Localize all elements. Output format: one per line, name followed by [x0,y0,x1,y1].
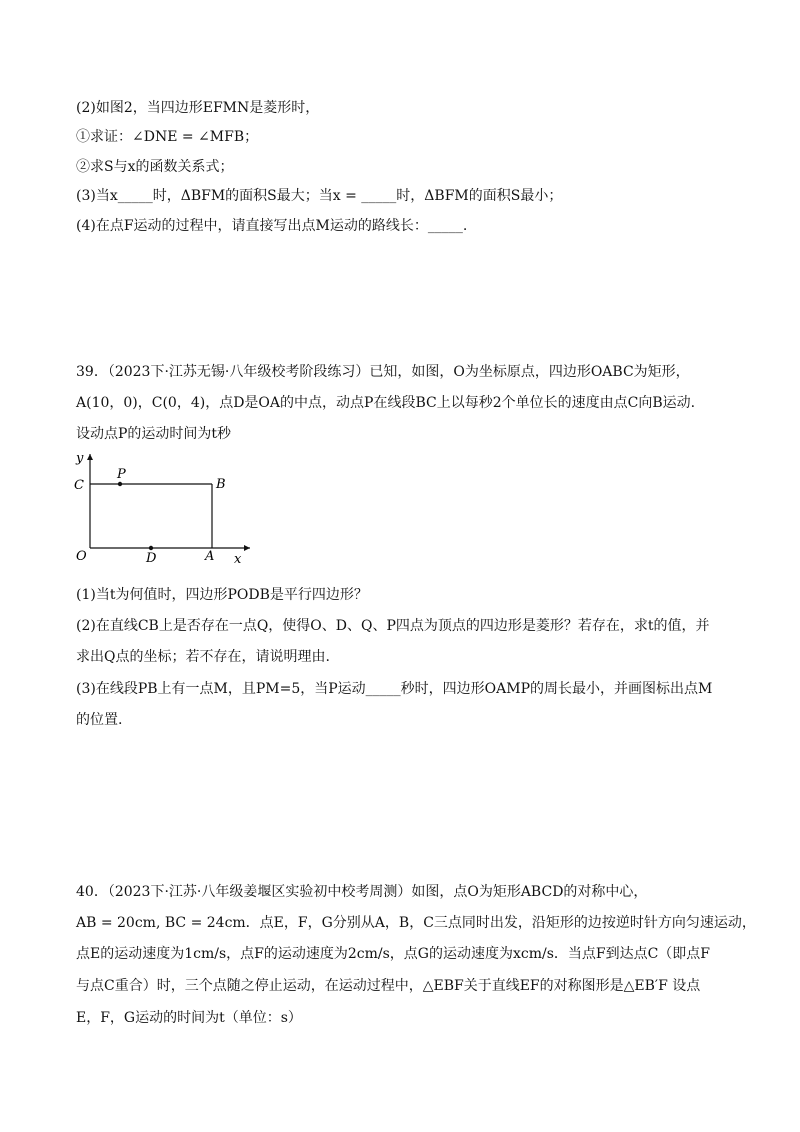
subquestion-2: (2)在直线CB上是否存在一点Q，使得O、D、Q、P四点为顶点的四边形是菱形？若存在，求t的值，并 [76,618,710,634]
text-line: ②求S与x的函数关系式； [76,159,234,175]
label-x: x [234,552,242,564]
label-c: C [74,478,84,493]
text-line: (4)在点F运动的过程中，请直接写出点M运动的路线长：_____. [76,218,468,234]
label-a: A [205,549,215,564]
problem-39-stem: 39．（2023下·江苏无锡·八年级校考阶段练习）已知，如图，O为坐标原点，四边形OABC为矩形， [76,364,690,380]
text-line: ①求证：∠DNE = ∠MFB； [76,129,259,145]
label-y: y [76,451,84,466]
y-axis-arrow [87,454,93,460]
text-line: A(10，0)，C(0，4)，点D是OA的中点，动点P在线段BC上以每秒2个单位长的速度由点C向B运动. [76,395,696,411]
text-line: (2)如图2，当四边形EFMN是菱形时， [76,100,320,116]
subquestion-1: (1)当t为何值时，四边形PODB是平行四边形？ [76,587,368,603]
x-axis-arrow [244,545,250,551]
text-line: 与点C重合）时，三个点随之停止运动，在运动过程中，△EBF关于直线EF的对称图形是△EB′F 设点 [76,978,701,994]
problem-40-stem: 40．（2023下·江苏·八年级姜堰区实验初中校考周测）如图，点O为矩形ABCD的对称中心， [76,884,648,900]
point-d [149,546,153,550]
text-line: (3)当x_____时，ΔBFM的面积S最大；当x = _____时，ΔBFM的面积S最小； [76,188,563,204]
text-line: 点E的运动速度为1cm/s，点F的运动速度为2cm/s，点G的运动速度为xcm/s．当点F到达点C（即点F [76,946,711,962]
label-b: B [216,477,226,492]
label-d: D [146,551,157,564]
coordinate-figure [68,448,258,564]
label-p: P [117,467,126,482]
label-o: O [76,549,87,564]
text-line: AB = 20cm, BC = 24cm．点E，F，G分别从A，B，C三点同时出发，沿矩形的边按逆时针方向匀速运动， [76,915,756,931]
text-line: E，F，G运动的时间为t（单位：s） [76,1010,302,1026]
text-line: 设动点P的运动时间为t秒 [76,426,232,442]
subquestion-3: (3)在线段PB上有一点M，且PM=5，当P运动_____秒时，四边形OAMP的周长最小，并画图标出点M [76,681,713,697]
point-p [118,482,122,486]
text-line: 的位置. [76,712,123,728]
text-line: 求出Q点的坐标；若不存在，请说明理由. [76,649,330,665]
